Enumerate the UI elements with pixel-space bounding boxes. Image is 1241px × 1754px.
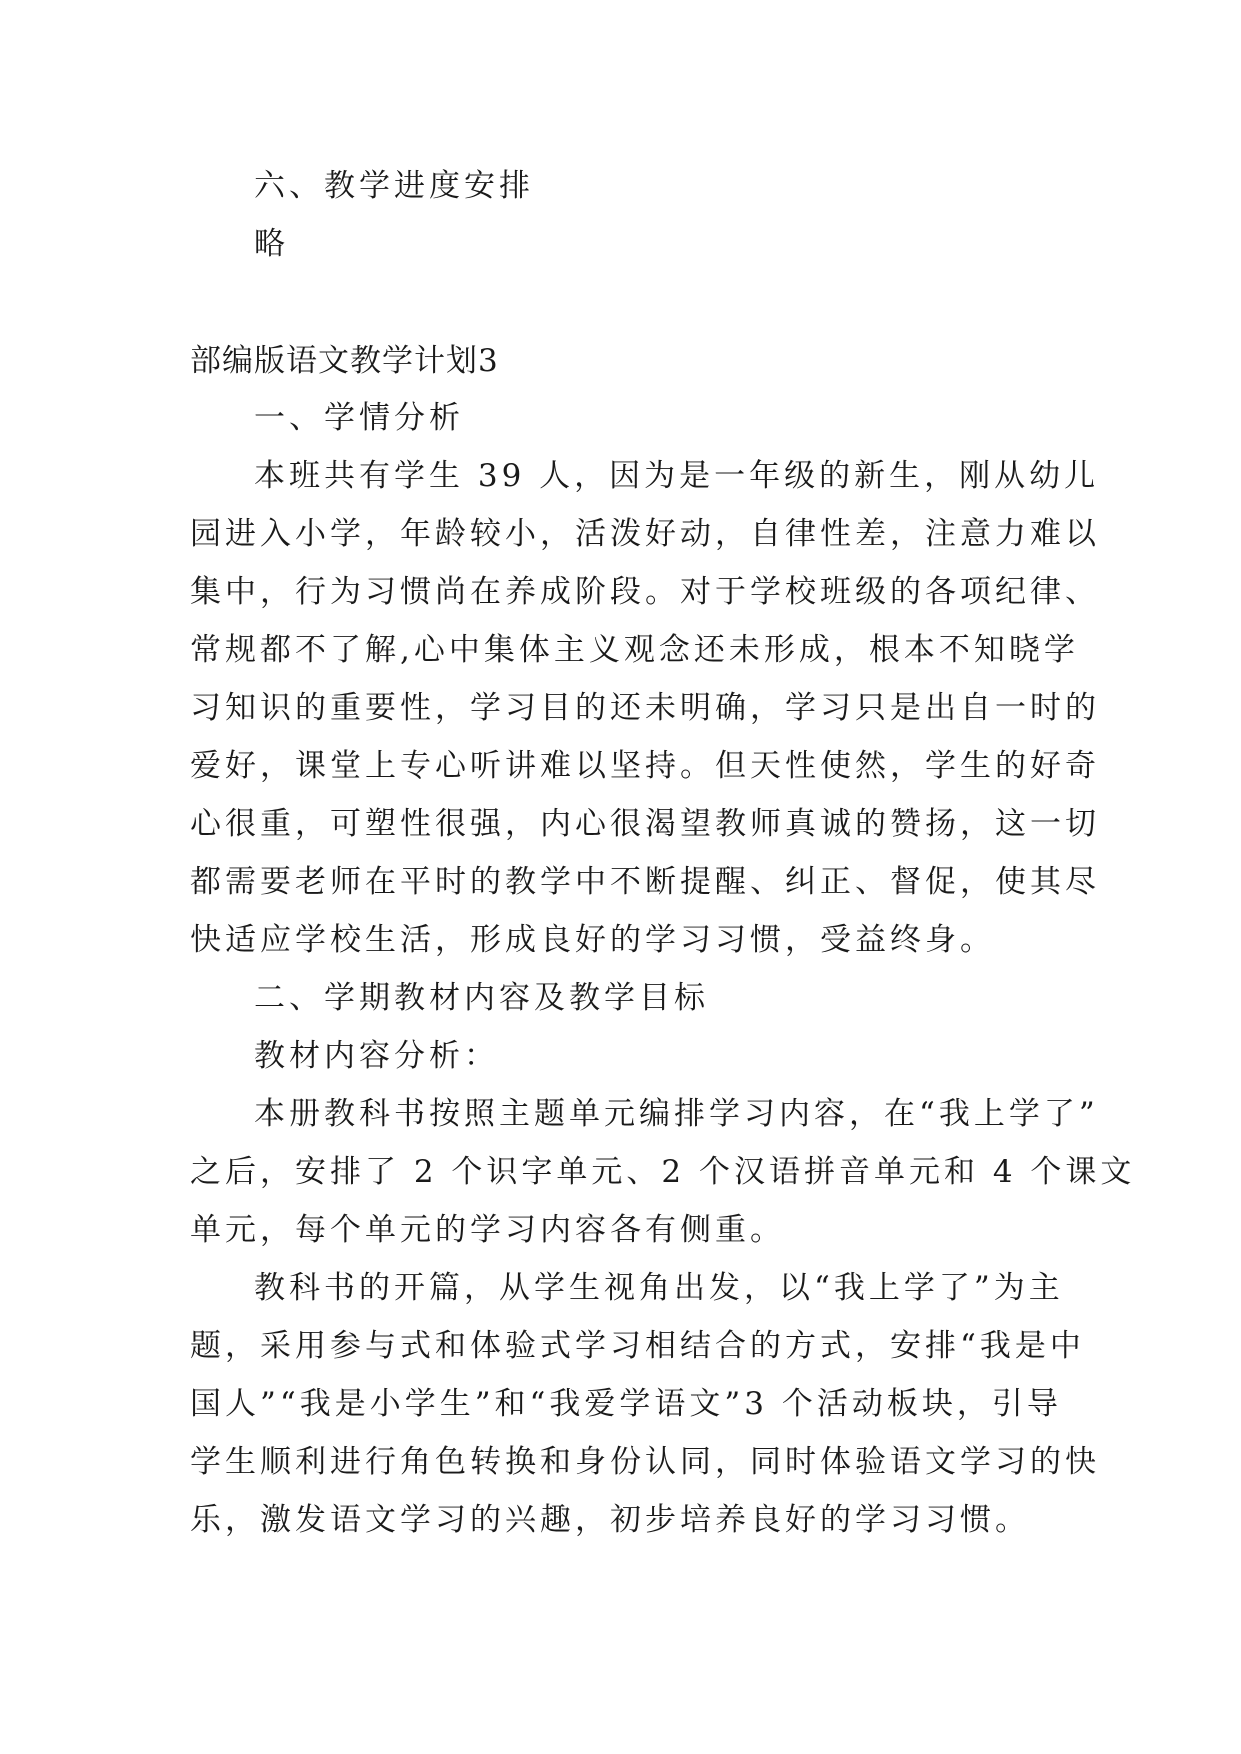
paragraph-1-line: 快适应学校生活，形成良好的学习习惯，受益终身。 xyxy=(190,922,995,958)
section-6-body: 略 xyxy=(254,226,289,262)
plan-3-title: 部编版语文教学计划3 xyxy=(190,343,499,379)
paragraph-1-line: 本班共有学生 39 人，因为是一年级的新生，刚从幼儿 xyxy=(254,458,1100,494)
paragraph-1-line: 心很重，可塑性很强，内心很渴望教师真诚的赞扬，这一切 xyxy=(190,806,1100,842)
paragraph-1-line: 集中，行为习惯尚在养成阶段。对于学校班级的各项纪律、 xyxy=(190,574,1100,610)
paragraph-1-line: 园进入小学，年龄较小，活泼好动，自律性差，注意力难以 xyxy=(190,516,1100,552)
section-2-heading: 二、学期教材内容及教学目标 xyxy=(254,980,709,1016)
paragraph-2-line: 本册教科书按照主题单元编排学习内容，在“我上学了” xyxy=(254,1096,1099,1132)
paragraph-3-line: 教科书的开篇，从学生视角出发，以“我上学了”为主 xyxy=(254,1270,1064,1306)
paragraph-3-line: 题，采用参与式和体验式学习相结合的方式，安排“我是中 xyxy=(190,1328,1085,1364)
paragraph-1-line: 爱好，课堂上专心听讲难以坚持。但天性使然，学生的好奇 xyxy=(190,748,1100,784)
paragraph-2-line: 单元，每个单元的学习内容各有侧重。 xyxy=(190,1212,785,1248)
paragraph-1-line: 都需要老师在平时的教学中不断提醒、纠正、督促，使其尽 xyxy=(190,864,1100,900)
section-6-heading: 六、教学进度安排 xyxy=(254,168,534,204)
paragraph-3-line: 学生顺利进行角色转换和身份认同，同时体验语文学习的快 xyxy=(190,1444,1100,1480)
textbook-analysis-subheading: 教材内容分析： xyxy=(254,1038,499,1074)
section-1-heading: 一、学情分析 xyxy=(254,400,464,436)
paragraph-3-line: 国人”“我是小学生”和“我爱学语文”3 个活动板块，引导 xyxy=(190,1386,1062,1422)
paragraph-3-line: 乐，激发语文学习的兴趣，初步培养良好的学习习惯。 xyxy=(190,1502,1030,1538)
paragraph-1-line: 常规都不了解,心中集体主义观念还未形成，根本不知晓学 xyxy=(190,632,1079,668)
paragraph-1-line: 习知识的重要性，学习目的还未明确，学习只是出自一时的 xyxy=(190,690,1100,726)
paragraph-2-line: 之后，安排了 2 个识字单元、2 个汉语拼音单元和 4 个课文 xyxy=(190,1154,1136,1190)
